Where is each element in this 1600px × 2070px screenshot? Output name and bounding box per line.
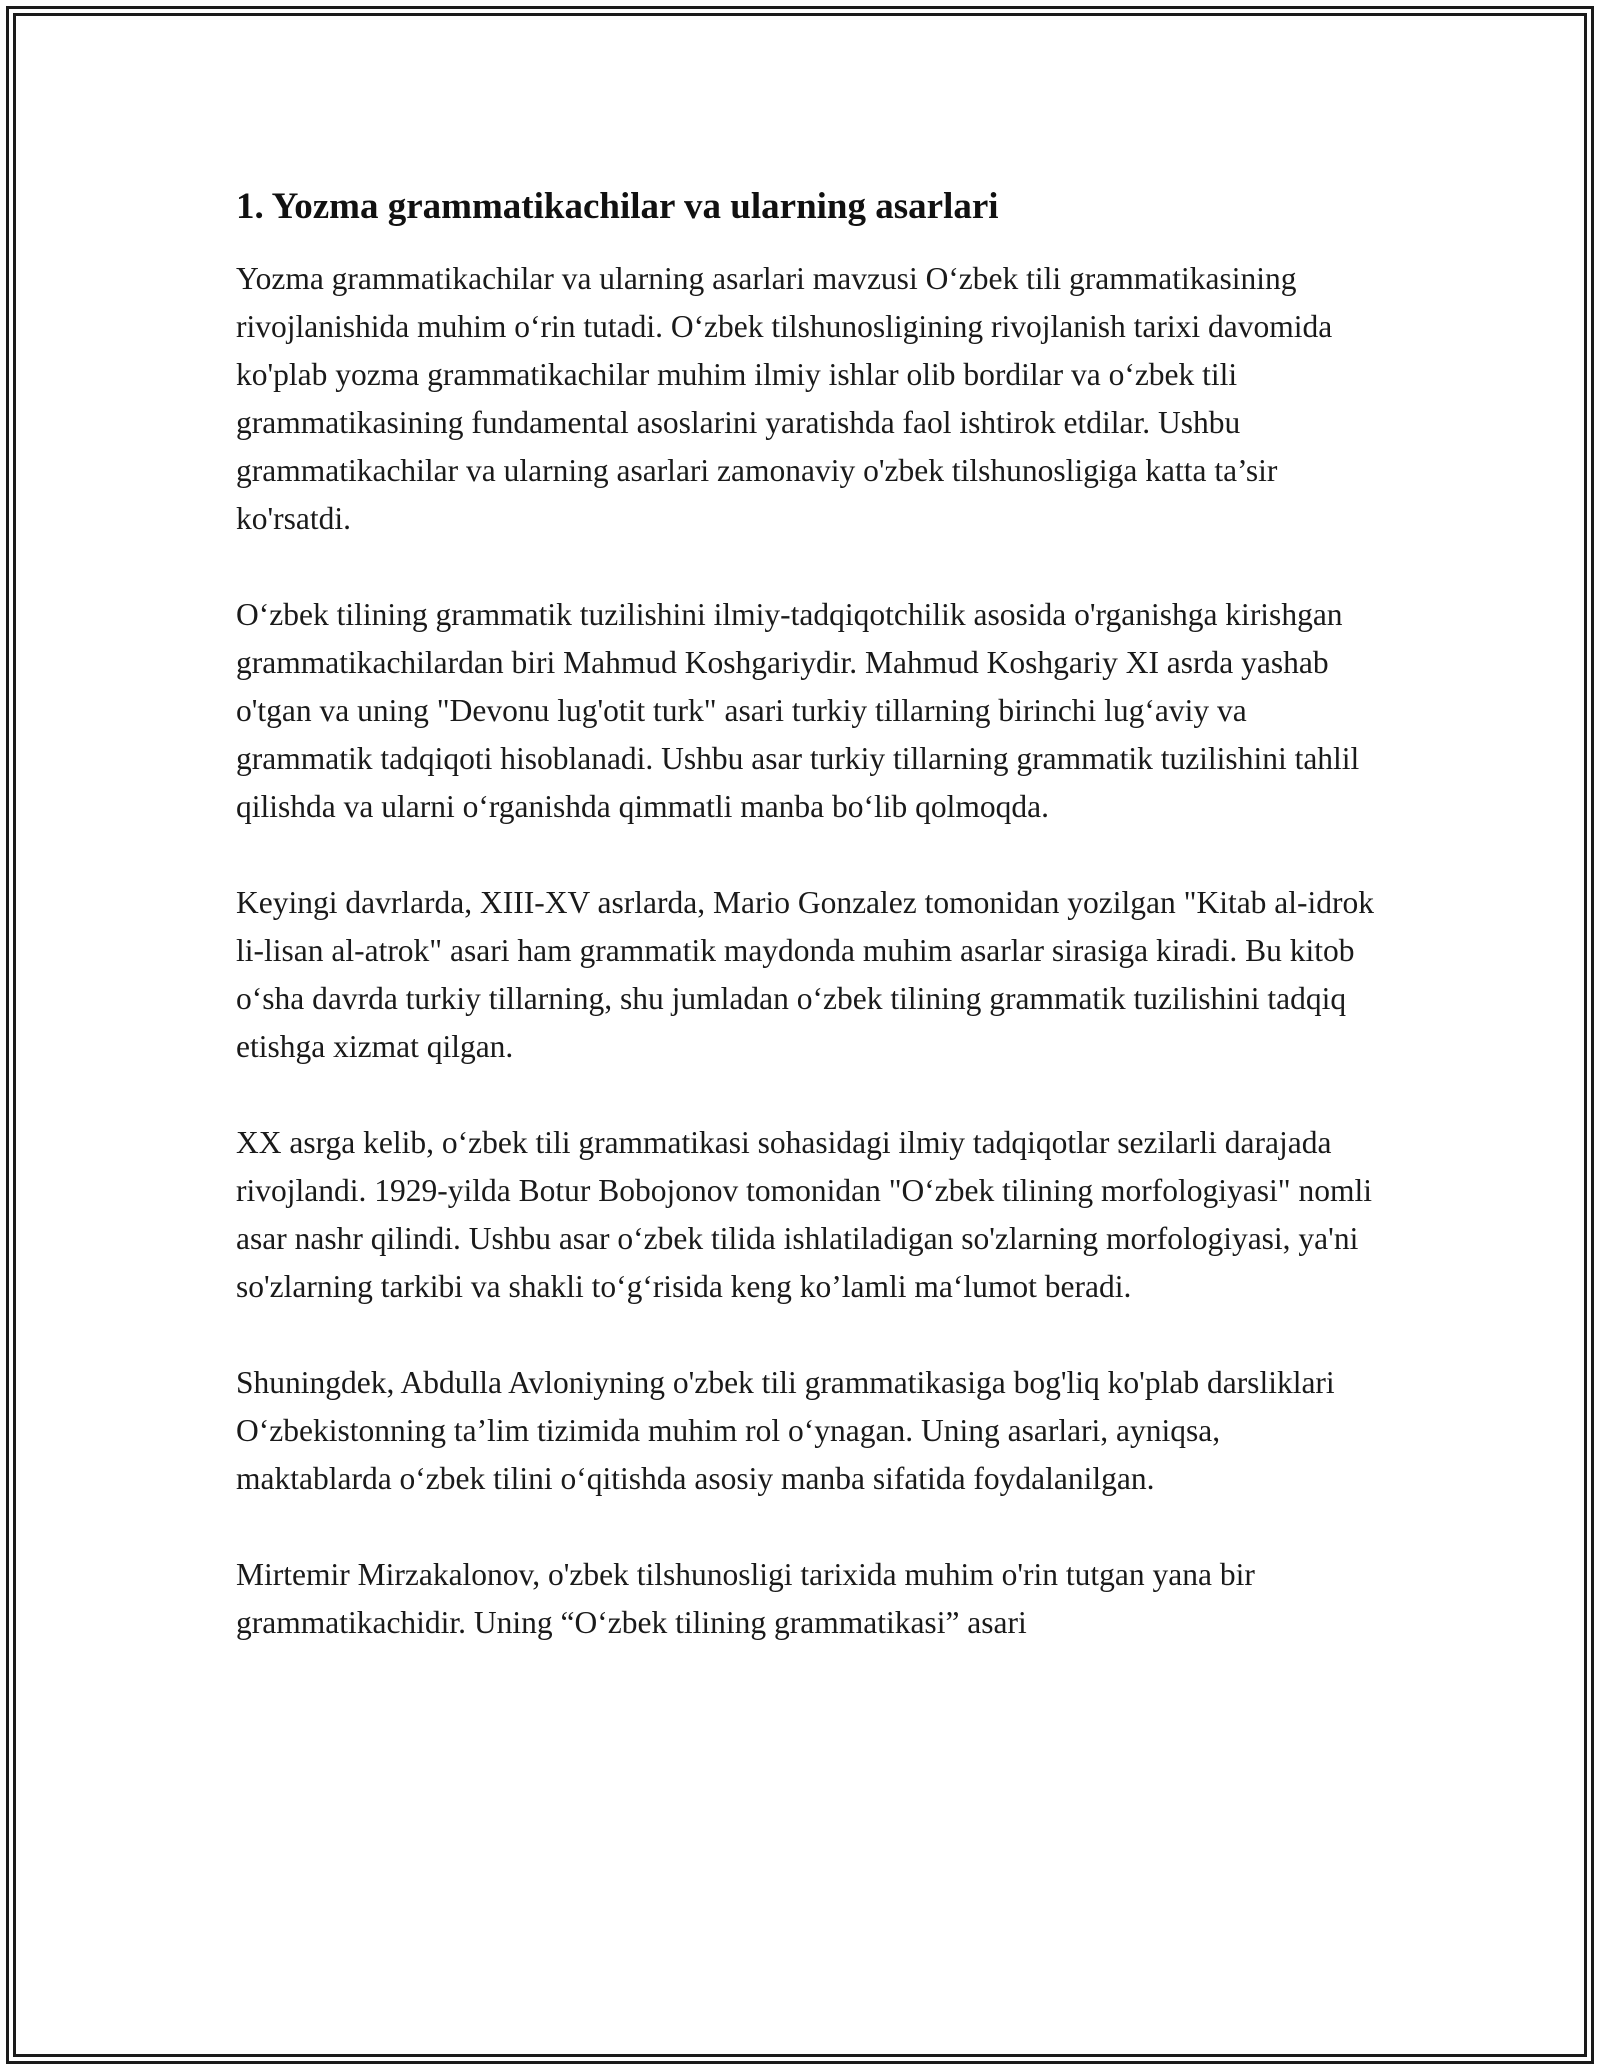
paragraph-xx-century: XX asrga kelib, o‘zbek tili grammatikasi sohasidagi ilmiy tadqiqotlar sezilarli darajada rivojlandi. 1929-yilda Botur Bobojonov tomonidan "O‘zbek tilining morfologiyasi" nomli asar nashr qilindi. Ushbu asar o‘zbek tilida ishlatiladigan so'zlarning morfologiyasi, ya'ni so'zlarning tarkibi va shakli to‘g‘risida keng ko’lamli ma‘lumot beradi. — [236, 1125, 1372, 1305]
paragraph-mirzakalonov: Mirtemir Mirzakalonov, o'zbek tilshunosligi tarixida muhim o'rin tutgan yana bir grammatikachidir. Uning “O‘zbek tilining grammatikasi” asari — [236, 1557, 1255, 1641]
paragraph-intro: Yozma grammatikachilar va ularning asarlari mavzusi O‘zbek tili grammatikasining rivojlanishida muhim o‘rin tutadi. O‘zbek tilshunosligining rivojlanish tarixi davomida ko'plab yozma grammatikachilar muhim ilmiy ishlar olib bordilar va o‘zbek tili grammatikasining fundamental asoslarini yaratishda faol ishtirok etdilar. Ushbu grammatikachilar va ularning asarlari zamonaviy o'zbek tilshunosligiga katta ta’sir ko'rsatdi. — [236, 261, 1333, 537]
paragraph-xiii-xv: Keyingi davrlarda, XIII-XV asrlarda, Mario Gonzalez tomonidan yozilgan "Kitab al-idrok li-lisan al-atrok" asari ham grammatik maydonda muhim asarlar sirasiga kiradi. Bu kitob o‘sha davrda turkiy tillarning, shu jumladan o‘zbek tilining grammatik tuzilishini tadqiq etishga xizmat qilgan. — [236, 885, 1375, 1065]
paragraph-avloniy: Shuningdek, Abdulla Avloniyning o'zbek tili grammatikasiga bog'liq ko'plab darsliklari O‘zbekistonning ta’lim tizimida muhim rol o‘ynagan. Uning asarlari, ayniqsa, maktablarda o‘zbek tilini o‘qitishda asosiy manba sifatida foydalanilgan. — [236, 1365, 1335, 1497]
section-heading: 1. Yozma grammatikachilar va ularning asarlari — [236, 186, 999, 227]
paragraph-koshgariy: O‘zbek tilining grammatik tuzilishini ilmiy-tadqiqotchilik asosida o'rganishga kirishgan grammatikachilardan biri Mahmud Koshgariydir. Mahmud Koshgariy XI asrda yashab o'tgan va uning "Devonu lug'otit turk" asari turkiy tillarning birinchi lug‘aviy va grammatik tadqiqoti hisoblanadi. Ushbu asar turkiy tillarning grammatik tuzilishini tahlil qilishda va ularni o‘rganishda qimmatli manba bo‘lib qolmoqda. — [236, 597, 1360, 825]
document-body — [236, 185, 1376, 1647]
